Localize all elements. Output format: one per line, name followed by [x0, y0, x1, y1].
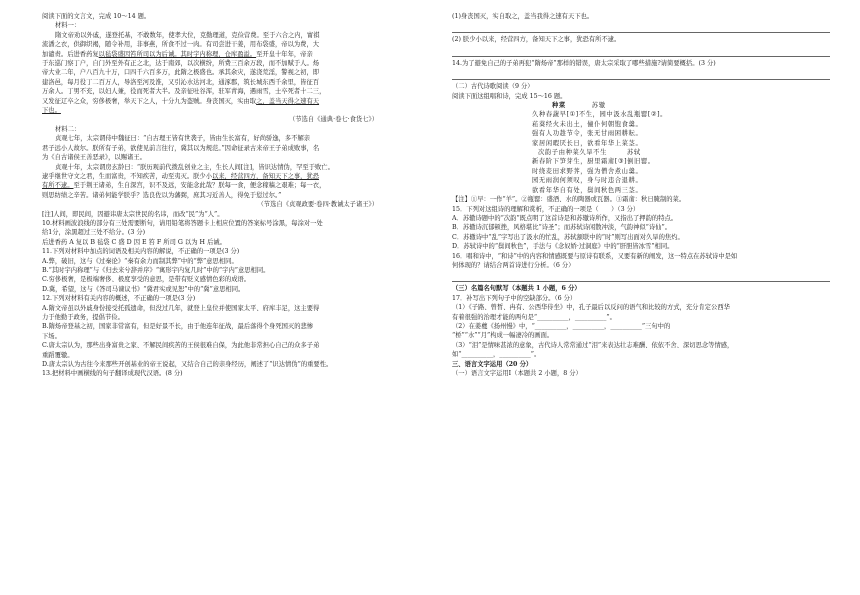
poem-line: 欲看年华自有处，鬓间秋色两三茎。	[532, 186, 643, 194]
poem-lines-2	[532, 157, 830, 195]
left-line: （节选自《贞观政要·卷四·教诫太子诸王》）	[257, 201, 378, 209]
right-bottom-block	[452, 195, 830, 378]
left-line: 有所不逮。至于荆王诸弟，生自深宫，识不及远，安能念此哉？朕每一食，便念稼穑之艰难；每一衣，	[42, 182, 326, 190]
left-line: 13.把材料中画横线的句子翻译成现代汉语。(8 分)	[42, 370, 183, 378]
answer-line[interactable]	[452, 45, 830, 57]
answer-line[interactable]	[452, 270, 830, 282]
left-line: 给1分，涂黑超过三处不给分。(3 分)	[42, 229, 146, 237]
poem-title-1: 种菜 苏辙	[552, 102, 606, 110]
right-line: 14.为了避免自己的子弟再犯“隋炀帝”那样的错误，唐太宗采取了哪些措施?请简要概括。(3 分)	[452, 59, 716, 67]
answer-line[interactable]	[452, 68, 830, 80]
poem-line: 时绕麦田求野荠，强为僧舍煮山羹。	[532, 167, 643, 175]
left-line: [注]人间，即民间，因避讳唐太宗世民的名讳，而改“民”为“人”。	[42, 210, 224, 218]
poem-line: 家居闲暇厌长日，欲看年华上菜茎。	[532, 139, 643, 147]
right-line: 【注】①早：一作“羊”。②瓶罂：盛酒、水的陶器或瓦器。③霜齑：秋日腌制的菜。	[452, 196, 686, 204]
right-line: （3）“泪”是情味甚浓的意象，古代诗人常常通过“泪”来表达壮志难酬、依依不舍、深切思念等情感，	[452, 341, 734, 349]
left-line: 力于他勤于政务，提倡节俭。	[42, 314, 124, 321]
poem-lines-1	[532, 110, 830, 148]
left-line: B.“其时宇内称理”与《归去来兮辞并序》“寓形宇内复几时”中的“宇内”意思相同。	[42, 266, 270, 274]
left-line: C.穷侈极奢，是极端奢侈、极度享受的意思，是带有贬义感情色彩的成语。	[42, 276, 251, 284]
left-line: D.唐太宗认为古往今来那些开创基业的帝王说起，又结合自己的亲身经历，阐述了“识达情伪”的重要性。	[42, 361, 333, 369]
left-line: 则思纺绩之辛苦。诸弟何能学朕乎？选良佐以为藩弼，庶其习近善人，得免于愆过尔。”	[42, 191, 282, 199]
answer-line[interactable]	[452, 21, 830, 33]
left-line: D.冀，希望，这与《答司马谏议书》“冀君实或见恕”中的“冀”意思相同。	[42, 285, 245, 293]
left-line: 贞观十年，太宗谓房玄龄曰：“朕历观前代拨乱创业之主，生长人间[注]，皆识达情伪，罕至于败亡。	[55, 163, 334, 171]
left-line: A.弊，破旧，这与《过秦论》“秦有余力而制其弊”中的“弊”意思相同。	[42, 257, 238, 265]
right-line: (1)身丧国灭，实自取之，盖当我得之速有天下也。	[452, 13, 594, 20]
left-line: 建洛邑，每月役丁二百万人，导洛至河及淮，又引沁水达河北，通涿郡，筑长城东西千余里，皆征百	[42, 78, 320, 86]
poem-line: 久种春蔬早[①]不生，园中汲水乱瓶罂[②]。	[532, 111, 668, 119]
right-line: C．苏辙诗中“乱”字写出了汲水的忙乱，苏轼颔联中的“时”则写出面对久旱的焦灼。	[452, 233, 684, 241]
left-line: 又发征辽卒之众，穷侈极奢，举天下之人，十分九为盗贼。身丧国灭，实由取之，盖当天得之速有天	[42, 97, 320, 105]
right-line: 三、语言文字运用（20 分）	[452, 360, 533, 368]
left-line: 流潘之衣，供御织褐，随令补用，非事燕，所食不过一肉。有司尝进干姜，用布袋盛，帝以为费，大	[42, 41, 320, 49]
left-line: 12.下列对材料有关内容的概述，不正确的一项是(3 分)	[42, 295, 196, 303]
right-line: 如“__________，__________”。	[452, 351, 541, 359]
left-line: 下场。	[42, 332, 61, 340]
right-line: （二）古代诗歌阅读（9 分）	[452, 83, 534, 91]
left-line: 于东巡门察丁户，自门外至外有正之北，达于南郊，以次横纷，所费三百余万段，而不加赋于人。炀	[42, 60, 320, 68]
poem-line: 菘葵经火未出土，僮仆何朝饱食羹。	[532, 120, 643, 128]
right-line: (2) 朕少小以来，经营四方，备知天下之事，犹恐有所不逮。	[452, 36, 621, 44]
left-line: 11.下列对材料中加点的词语及相关内容的解说，不正确的一项是(3 分)	[42, 248, 240, 256]
right-line: 15．下列对这组诗的理解和赏析，不正确的一项是（ ）（3 分）	[452, 205, 640, 213]
right-column	[452, 12, 830, 378]
right-top-block	[452, 12, 830, 101]
left-line: 君子远小人故尔。朕所有子弟，欲使见前言往行，冀其以为规范。”因命征录古来帝王子弟成败事，名	[42, 144, 320, 152]
left-line: 加谴责。后进香药复以毡袋盛因笞所司以为后诫。其时宇内称理，仓库盈溢。至开皇十年年，帝亲	[42, 50, 313, 58]
left-line: B.隋炀帝登基之初，国家非常富有，但是好景不长，由于他连年征战，最后落得个身死国灭的悲惨	[42, 323, 314, 331]
right-line: 有着很强的治理才能的两句是“__________，__________”。	[452, 313, 616, 321]
left-line: 材料一：	[55, 22, 81, 30]
right-line: 阅读下面这组唱和诗，完成 15～16 题。	[452, 92, 567, 100]
right-line: B．苏辙诗沉郁顿挫，风格堪比“诗圣”；而苏轼诗闲散冲淡，气韵神似“诗仙”。	[452, 224, 672, 232]
right-line: “桥”“水”“月”构成一幅凄冷的画面。	[452, 332, 554, 340]
right-line: 何体现的？请结合两首诗进行分析。（6 分）	[452, 261, 575, 269]
left-line: （节选自《通典·卷七·食货七》）	[288, 116, 378, 124]
right-line: A．苏辙诗题中的“次韵”既点明了这首诗是和苏辙诗所作，又指出了押韵的特点。	[452, 214, 678, 222]
left-line: A.隋文帝虽以外戚身份接受托孤遗命，但没过几年，就登上皇位并使国家太平、府库丰足，这主要得	[42, 304, 320, 312]
poem-block	[452, 101, 830, 195]
left-line: 材料二：	[55, 125, 81, 133]
left-line: 后进香药 A 复以 B 毡袋 C 盛 D 因 E 笞 F 所司 G 以为 H 后诫。	[42, 238, 226, 246]
right-line: （三）名篇名句默写（本题共 1 小题，6 分）	[452, 285, 581, 293]
left-line: 重蹈覆辙。	[42, 351, 74, 359]
left-line: 隋文帝劝以外戚，遂登托基，不敢数年，使孝大位，克勤理道，克俭营费。至于六合之内，甯祺	[55, 31, 320, 39]
left-line: 逮乎继世守文之君，生而富贵，不知疾苦，动至夷灭。朕少小以来，经营四方，备知天下之事，犹恐	[42, 172, 320, 180]
left-line: 帝大业二年，户八百九十万，口四千六百多万，此隋之极盛也。承其余灾，遂浇荒淫，警视之初，即	[42, 69, 320, 77]
poem-line: 园无雨润何须叹，身与时违合退耕。	[532, 177, 643, 185]
left-column	[42, 12, 418, 379]
poem-line: 强有人功趁节令，张无甘雨困耕耘。	[532, 130, 643, 138]
right-line: （2）在姜夔《扬州慢》中，“__________，__________，__________”三句中的	[452, 322, 671, 330]
left-line: C.唐太宗认为，那些出身富贵之家、不解民间疾苦的王侯很难自保，为此他非常担心自己的众多子弟	[42, 342, 320, 350]
left-line: 为《自古诸侯王善恶录》，以赐诸王。	[42, 154, 146, 162]
left-line: 万余人。丁男不充，以妇人兼，役而死者大半。及亲征吐谷浑，驻军青海，遇雨雪，士卒死者十二三，	[42, 88, 326, 96]
left-line: 阅读下面的文言文，完成 10～14 题。	[42, 13, 151, 20]
left-line: 下也。	[42, 107, 61, 115]
poem-title-2: 次韵子由种菜久旱不生 苏轼	[538, 149, 641, 157]
right-line: D．苏轼诗中的“鬓间秋色”，手法与《念奴娇·过洞庭》中的“肝胆皆冰雪”相同。	[452, 243, 674, 251]
right-line: （1）《子路、曾皙、冉有、公西华侍坐》中，孔子最后以反问的语气和比较的方式，充分肯定公西华	[452, 304, 730, 312]
left-line: 10.材料画波浪线的部分有三处需要断句，请用铅笔将答题卡上相应位置的答案标号涂黑，每涂对一处	[42, 219, 323, 227]
left-line: 贞观七年，太宗谓侍中魏征曰：“自古理王皆有世袭子，皆由生长富有，好尚骄逸，多不解亲	[55, 135, 311, 143]
poem-line: 新春阶下笋芽生，厨里霜齑[③]倒旧罂。	[532, 158, 655, 166]
right-line: 16．唱和诗中，“和诗”中的内容和情感既要与原诗有联系，又要有新的阐发，这一特点在苏轼诗中是如	[452, 252, 738, 260]
right-line: 17．补写出下列句子中的空缺部分。（6 分）	[452, 294, 577, 302]
right-line: （一）语言文字运用Ⅰ（本题共 2 小题，8 分）	[452, 370, 582, 377]
